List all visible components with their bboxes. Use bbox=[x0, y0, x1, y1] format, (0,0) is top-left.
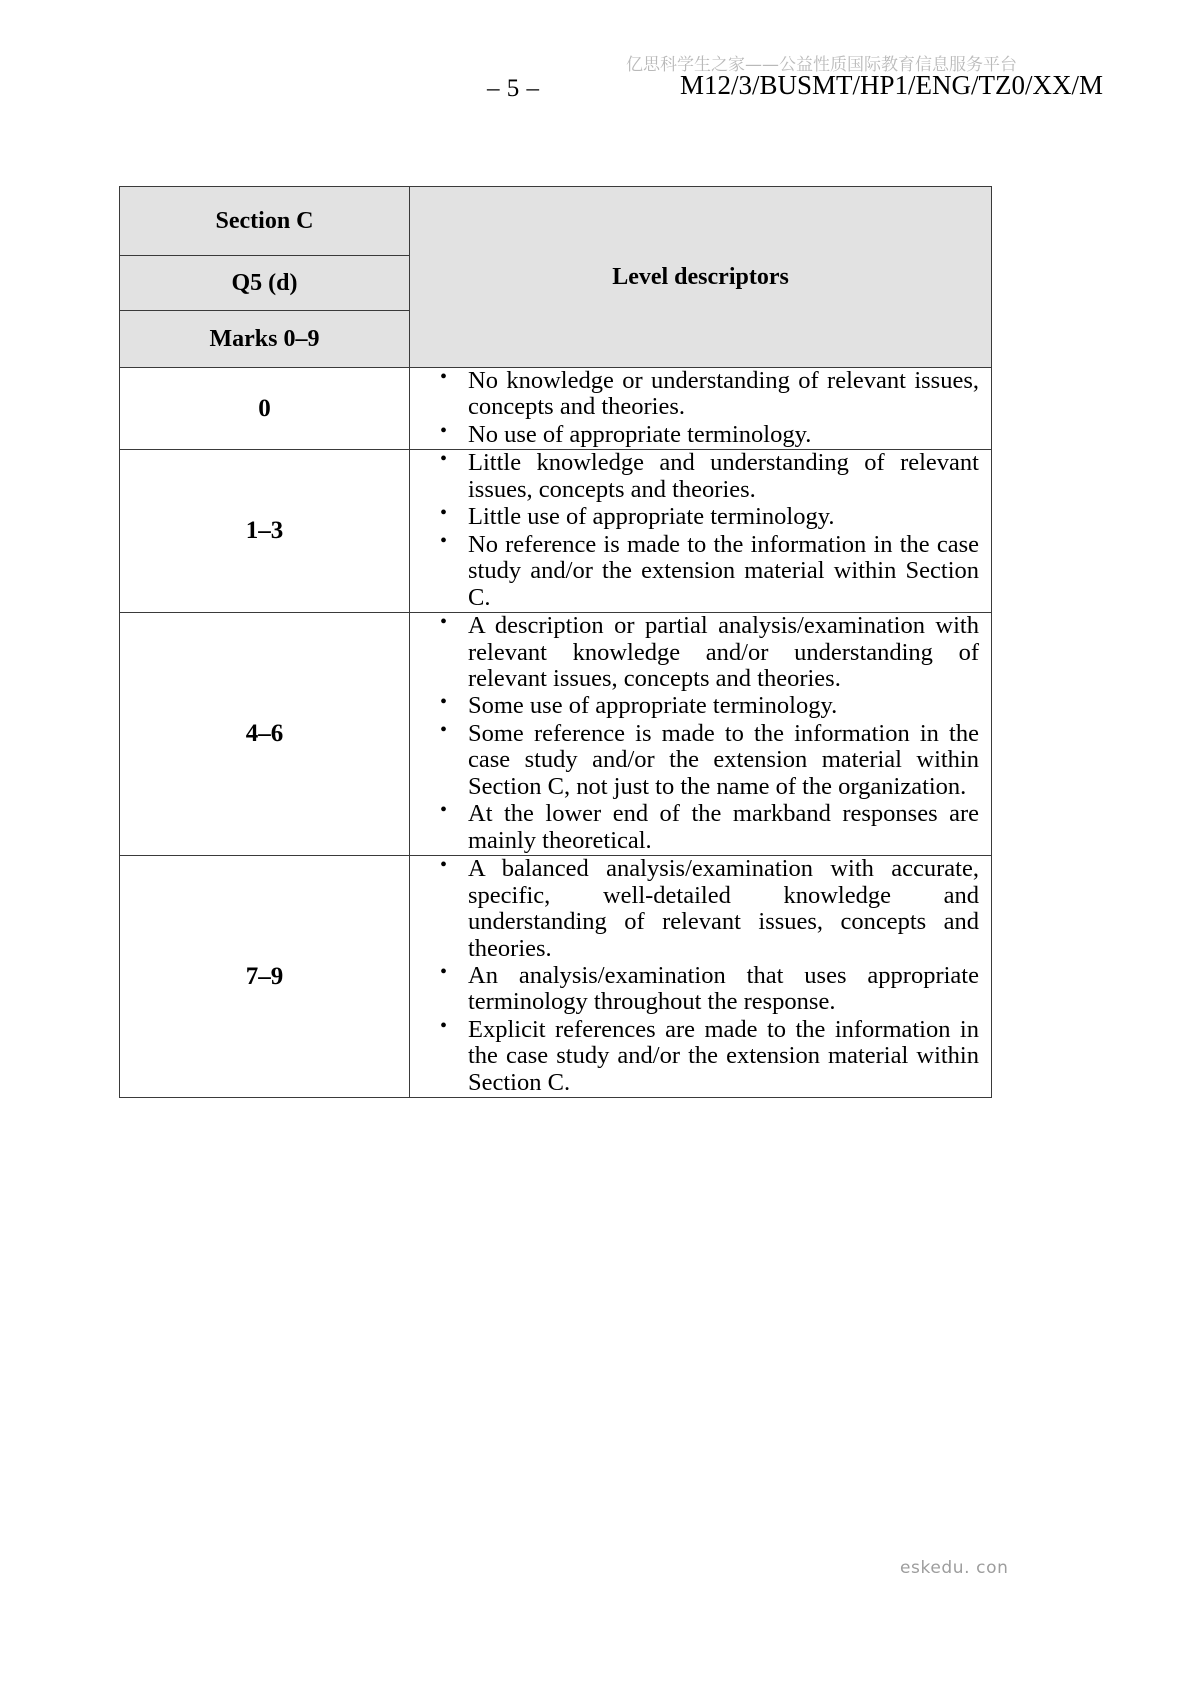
list-item: • An analysis/examination that uses appropriate terminology throughout the response. bbox=[468, 963, 979, 1016]
list-item: • No use of appropriate terminology. bbox=[468, 422, 979, 448]
list-item: • A balanced analysis/examination with accurate, specific, well-detailed knowledge and understanding of relevant issues, concepts and theories. bbox=[468, 856, 979, 962]
table-row bbox=[120, 613, 992, 856]
mark-band-label: 7–9 bbox=[120, 856, 410, 1098]
header-cell-marks-range: Marks 0–9 bbox=[120, 311, 410, 368]
table-row bbox=[120, 856, 992, 1098]
list-item: • Little use of appropriate terminology. bbox=[468, 504, 979, 530]
exam-paper-code: M12/3/BUSMT/HP1/ENG/TZ0/XX/M bbox=[680, 70, 1104, 100]
list-item: • A description or partial analysis/examination with relevant knowledge and/or understanding of relevant issues, concepts and theories. bbox=[468, 613, 979, 692]
level-descriptor-cell bbox=[410, 613, 992, 856]
table-row bbox=[120, 450, 992, 613]
level-descriptor-cell bbox=[410, 368, 992, 450]
list-item: • Some reference is made to the information in the case study and/or the extension material within Section C, not just to the name of the organization. bbox=[468, 721, 979, 800]
page-number: – 5 – bbox=[487, 75, 540, 102]
list-item: • At the lower end of the markband responses are mainly theoretical. bbox=[468, 801, 979, 854]
mark-band-label: 1–3 bbox=[120, 450, 410, 613]
list-item: • No knowledge or understanding of relevant issues, concepts and theories. bbox=[468, 368, 979, 421]
header-cell-question: Q5 (d) bbox=[120, 256, 410, 311]
markscheme-table bbox=[119, 186, 992, 1098]
table-header-row-section bbox=[120, 187, 992, 256]
list-item: • Some use of appropriate terminology. bbox=[468, 693, 979, 719]
footer-site-watermark: eskedu. con bbox=[900, 1558, 1009, 1578]
descriptor-bullet-list bbox=[410, 450, 991, 611]
table-row bbox=[120, 368, 992, 450]
descriptor-bullet-list bbox=[410, 613, 991, 854]
page-header bbox=[0, 55, 1191, 118]
list-item: • Little knowledge and understanding of relevant issues, concepts and theories. bbox=[468, 450, 979, 503]
mark-band-label: 0 bbox=[120, 368, 410, 450]
header-cell-section: Section C bbox=[120, 187, 410, 256]
mark-band-label: 4–6 bbox=[120, 613, 410, 856]
list-item: • Explicit references are made to the information in the case study and/or the extension material within Section C. bbox=[468, 1017, 979, 1096]
list-item: • No reference is made to the information in the case study and/or the extension material within Section C. bbox=[468, 532, 979, 611]
header-cell-level-descriptors: Level descriptors bbox=[410, 187, 992, 368]
level-descriptor-cell bbox=[410, 450, 992, 613]
descriptor-bullet-list bbox=[410, 856, 991, 1096]
chinese-site-watermark: 亿思科学生之家——公益性质国际教育信息服务平台 bbox=[626, 55, 1017, 75]
level-descriptor-cell bbox=[410, 856, 992, 1098]
descriptor-bullet-list bbox=[410, 368, 991, 448]
